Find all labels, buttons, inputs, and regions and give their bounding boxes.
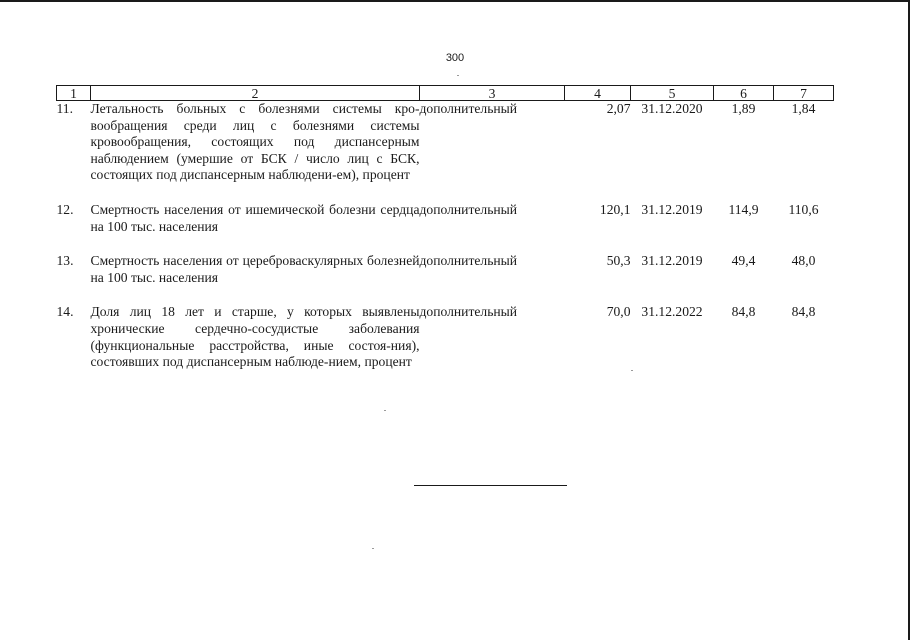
indicator-type: дополнительный [419, 101, 518, 116]
base-value: 2,07 [606, 101, 631, 116]
table-row [57, 253, 834, 304]
value-column-6: 49,4 [731, 253, 756, 269]
value-column-7: 84,8 [791, 304, 816, 320]
base-value: 70,0 [606, 304, 631, 320]
end-of-document-rule [414, 485, 567, 486]
indicators-table [56, 85, 834, 389]
base-date: 31.12.2020 [641, 101, 703, 116]
indicator-description: Летальность больных с болезнями системы кро-вообращения среди лиц с болезнями системы кровообращения, состоящих под диспансерным наблюдением (умершие от БСК / число лиц с БСК, состоящих под диспансерным наблюдени-ем), процент [90, 101, 420, 183]
value-column-7: 1,84 [791, 101, 816, 116]
row-number: 12. [56, 201, 74, 217]
table-row [57, 202, 834, 253]
base-date: 31.12.2019 [641, 201, 703, 217]
scan-speck [457, 75, 459, 76]
base-date: 31.12.2019 [641, 253, 703, 269]
value-column-6: 114,9 [728, 201, 759, 217]
scan-top-edge [0, 0, 910, 2]
row-number: 14. [56, 304, 74, 320]
table-row [57, 304, 834, 388]
scan-speck [384, 410, 386, 411]
scan-speck [372, 548, 374, 549]
table-row [57, 101, 834, 202]
indicator-type: дополнительный [419, 304, 518, 320]
value-column-6: 84,8 [731, 304, 756, 320]
indicator-type: дополнительный [419, 253, 518, 269]
indicator-description: Доля лиц 18 лет и старше, у которых выявлены хронические сердечно-сосудистые заболевания (функциональные расстройства, иные состоя-ния), состоявших под диспансерным наблюде-нием, процент [90, 304, 420, 370]
value-column-7: 110,6 [788, 201, 819, 217]
column-number: 4 [565, 86, 631, 101]
indicator-description: Смертность населения от ишемической болезни сердца на 100 тыс. населения [90, 201, 420, 234]
column-numbers-row [57, 86, 834, 101]
column-number: 2 [91, 86, 420, 101]
column-number: 6 [714, 86, 774, 101]
value-column-7: 48,0 [791, 253, 816, 269]
base-date: 31.12.2022 [641, 304, 703, 320]
row-number: 11. [56, 101, 73, 116]
column-number: 1 [57, 86, 91, 101]
page-number: 300 [445, 52, 465, 64]
base-value: 120,1 [599, 201, 631, 217]
base-value: 50,3 [606, 253, 631, 269]
value-column-6: 1,89 [731, 101, 756, 116]
indicator-type: дополнительный [419, 201, 518, 217]
scan-speck [631, 370, 633, 371]
column-number: 3 [420, 86, 565, 101]
row-number: 13. [56, 253, 74, 269]
column-number: 7 [774, 86, 834, 101]
column-number: 5 [631, 86, 714, 101]
indicator-description: Смертность населения от цереброваскулярных болезней на 100 тыс. населения [90, 253, 420, 285]
